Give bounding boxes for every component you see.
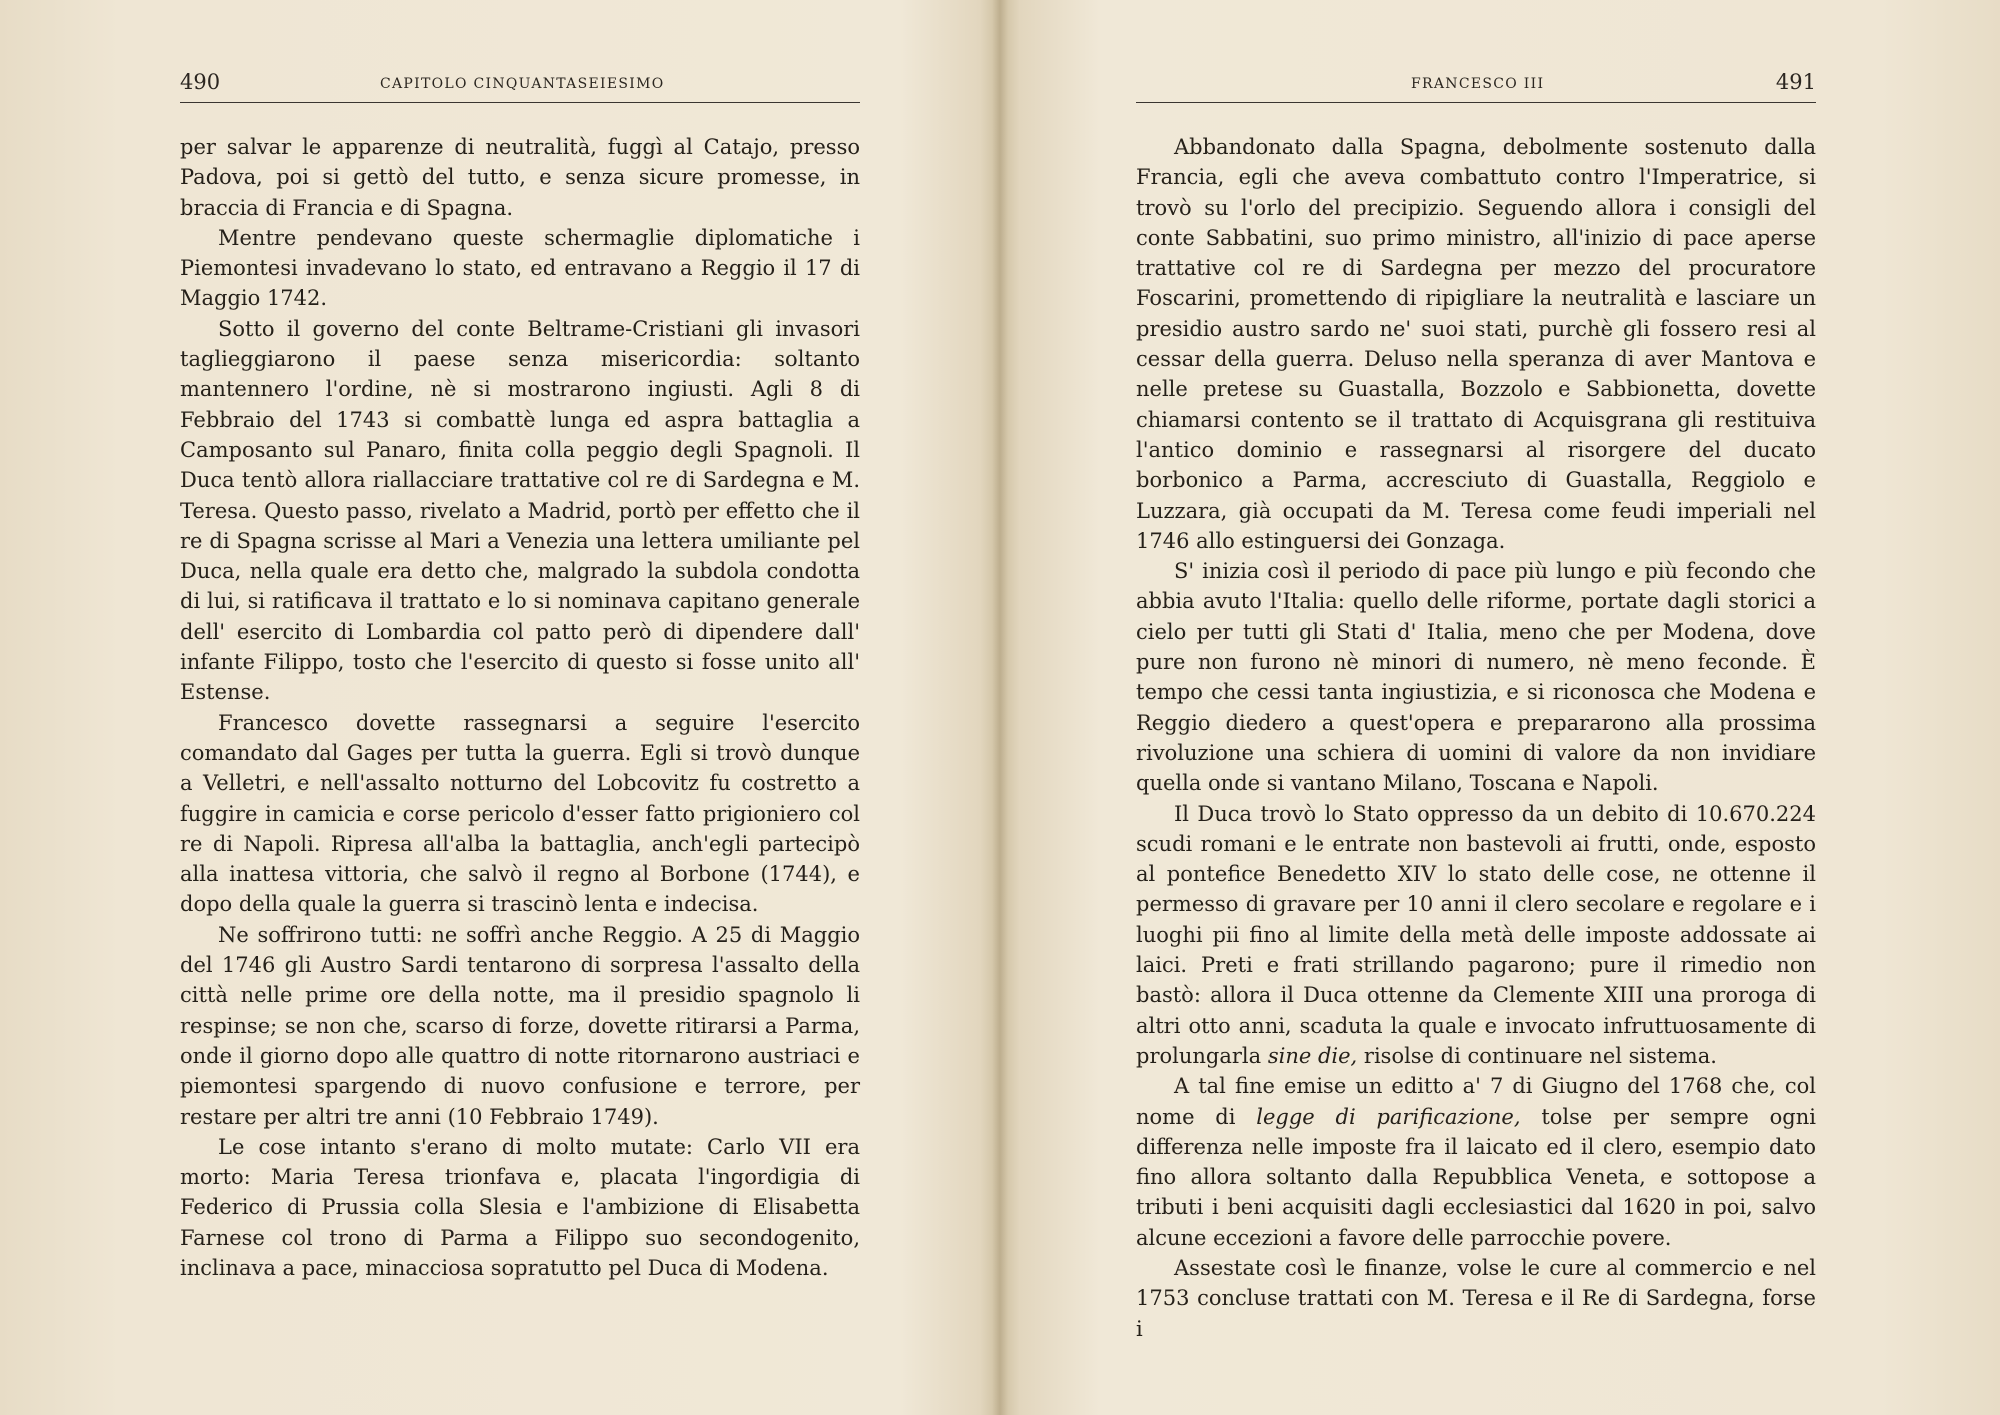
- right-paragraph-5: Assestate così le finanze, volse le cure al commercio e nel 1753 concluse trattati con M. Teresa e il Re di Sardegna, forse i: [1136, 1255, 1816, 1341]
- legge-italic: legge di parificazione,: [1256, 1104, 1521, 1129]
- sine-die-italic: sine die,: [1267, 1043, 1358, 1068]
- left-page-body: [180, 132, 860, 1283]
- left-paragraph-5: Ne soffrirono tutti: ne soffrì anche Reggio. A 25 di Maggio del 1746 gli Austro Sardi tentarono di sorpresa l'assalto della città nelle prime ore della notte, ma il presidio spagnolo li respinse; se non che, scarso di forze, dovette ritirarsi a Parma, onde il giorno dopo alle quattro di notte ritornarono austriaci e piemontesi spargendo di nuovo confusione e terrore, per restare per altri tre anni (10 Febbraio 1749).: [180, 922, 860, 1129]
- left-paragraph-4: Francesco dovette rassegnarsi a seguire l'esercito comandato dal Gages per tutta la guerra. Egli si trovò dunque a Velletri, e nell'assalto notturno del Lobcovitz fu costretto a fuggire in camicia e corse pericolo d'esser fatto prigioniero col re di Napoli. Ripresa all'alba la battaglia, anch'egli partecipò alla inattesa vittoria, che salvò il regno al Borbone (1744), e dopo della quale la guerra si trascinò lenta e indecisa.: [180, 710, 860, 917]
- right-paragraph-3: [1136, 799, 1816, 1072]
- left-page-number: 490: [180, 70, 221, 94]
- right-paragraph-4-text: A tal fine emise un editto a' 7 di Giugno del 1768 che, col nome di: [1136, 1074, 1816, 1129]
- left-paragraph-6: Le cose intanto s'erano di molto mutate: Carlo VII era morto: Maria Teresa trionfava e, placata l'ingordigia di Federico di Prussia colla Slesia e l'ambizione di Elisabetta Farnese col trono di Parma a Filippo suo secondogenito, inclinava a pace, minacciosa sopratutto pel Duca di Modena.: [180, 1134, 860, 1280]
- right-paragraph-1: Abbandonato dalla Spagna, debolmente sostenuto dalla Francia, egli che aveva combattuto contro l'Imperatrice, si trovò su l'orlo del precipizio. Seguendo allora i consigli del conte Sabbatini, suo primo ministro, all'inizio di pace aperse trattative col re di Sardegna per mezzo del procuratore Foscarini, promettendo di ripigliare la neutralità e lasciare un presidio austro sardo ne' suoi stati, purchè gli fossero resi al cessar della guerra. Deluso nella speranza di aver Mantova e nelle pretese su Guastalla, Bozzolo e Sabbionetta, dovette chiamarsi contento se il trattato di Acquisgrana gli restituiva l'antico dominio e rassegnarsi al risorgere del ducato borbonico a Parma, accresciuto di Guastalla, Reggiolo e Luzzara, già occupati da M. Teresa come feudi imperiali nel 1746 allo estinguersi dei Gonzaga.: [1136, 135, 1816, 553]
- right-page: [1000, 0, 2000, 1415]
- left-page-header: [180, 68, 860, 103]
- left-paragraph-2: Mentre pendevano queste schermaglie diplomatiche i Piemontesi invadevano lo stato, ed entravano a Reggio il 17 di Maggio 1742.: [180, 225, 860, 311]
- right-running-head: FRANCESCO III: [1411, 76, 1545, 92]
- right-paragraph-3-text: Il Duca trovò lo Stato oppresso da un debito di 10.670.224 scudi romani e le entrate non bastevoli ai frutti, onde, esposto al pontefice Benedetto XIV lo stato delle cose, ne ottenne il permesso di gravare per 10 anni il clero secolare e regolare e i luoghi pii fino al limite della metà delle imposte addossate ai laici. Preti e frati strillando pagarono; pure il rimedio non bastò: allora il Duca ottenne da Clemente XIII una proroga di altri otto anni, scaduta la quale e invocato infruttuosamente di prolungarla: [1136, 801, 1816, 1068]
- right-paragraph-3-end: risolse di continuare nel sistema.: [1363, 1043, 1717, 1068]
- right-page-body: [1136, 132, 1816, 1344]
- left-running-head: CAPITOLO CINQUANTASEIESIMO: [380, 76, 665, 92]
- right-page-number: 491: [1775, 70, 1816, 94]
- left-paragraph-1: per salvar le apparenze di neutralità, fuggì al Catajo, presso Padova, poi si gettò del tutto, e senza sicure promesse, in braccia di Francia e di Spagna.: [180, 135, 860, 220]
- right-paragraph-4: [1136, 1071, 1816, 1253]
- right-page-header: [1136, 68, 1816, 103]
- right-paragraph-2: S' inizia così il periodo di pace più lungo e più fecondo che abbia avuto l'Italia: quello delle riforme, portate dagli storici a cielo per tutti gli Stati d' Italia, meno che per Modena, dove pure non furono nè minori di numero, nè meno feconde. È tempo che cessi tanta ingiustizia, e si riconosca che Modena e Reggio diedero a quest'opera e prepararono alla prossima rivoluzione una schiera di uomini di valore da non invidiare quella onde si vantano Milano, Toscana e Napoli.: [1136, 559, 1816, 796]
- left-paragraph-3: Sotto il governo del conte Beltrame-Cristiani gli invasori taglieggiarono il paese senza misericordia: soltanto mantennero l'ordine, nè si mostrarono ingiusti. Agli 8 di Febbraio del 1743 si combattè lunga ed aspra battaglia a Camposanto sul Panaro, finita colla peggio degli Spagnoli. Il Duca tentò allora riallacciare trattative col re di Sardegna e M. Teresa. Questo passo, rivelato a Madrid, portò per effetto che il re di Spagna scrisse al Mari a Venezia una lettera umiliante pel Duca, nella quale era detto che, malgrado la subdola condotta di lui, si ratificava il trattato e lo si nominava capitano generale dell' esercito di Lombardia col patto però di dipendere dall' infante Filippo, tosto che l'esercito di questo si fosse unito all' Estense.: [180, 316, 860, 705]
- right-paragraph-4-end: tolse per sempre ogni differenza nelle imposte fra il laicato ed il clero, esempio dato fino allora soltanto dalla Repubblica Veneta, e sottopose a tributi i beni acquisiti dagli ecclesiastici dal 1620 in poi, salvo alcune eccezioni a favore delle parrocchie povere.: [1136, 1104, 1816, 1250]
